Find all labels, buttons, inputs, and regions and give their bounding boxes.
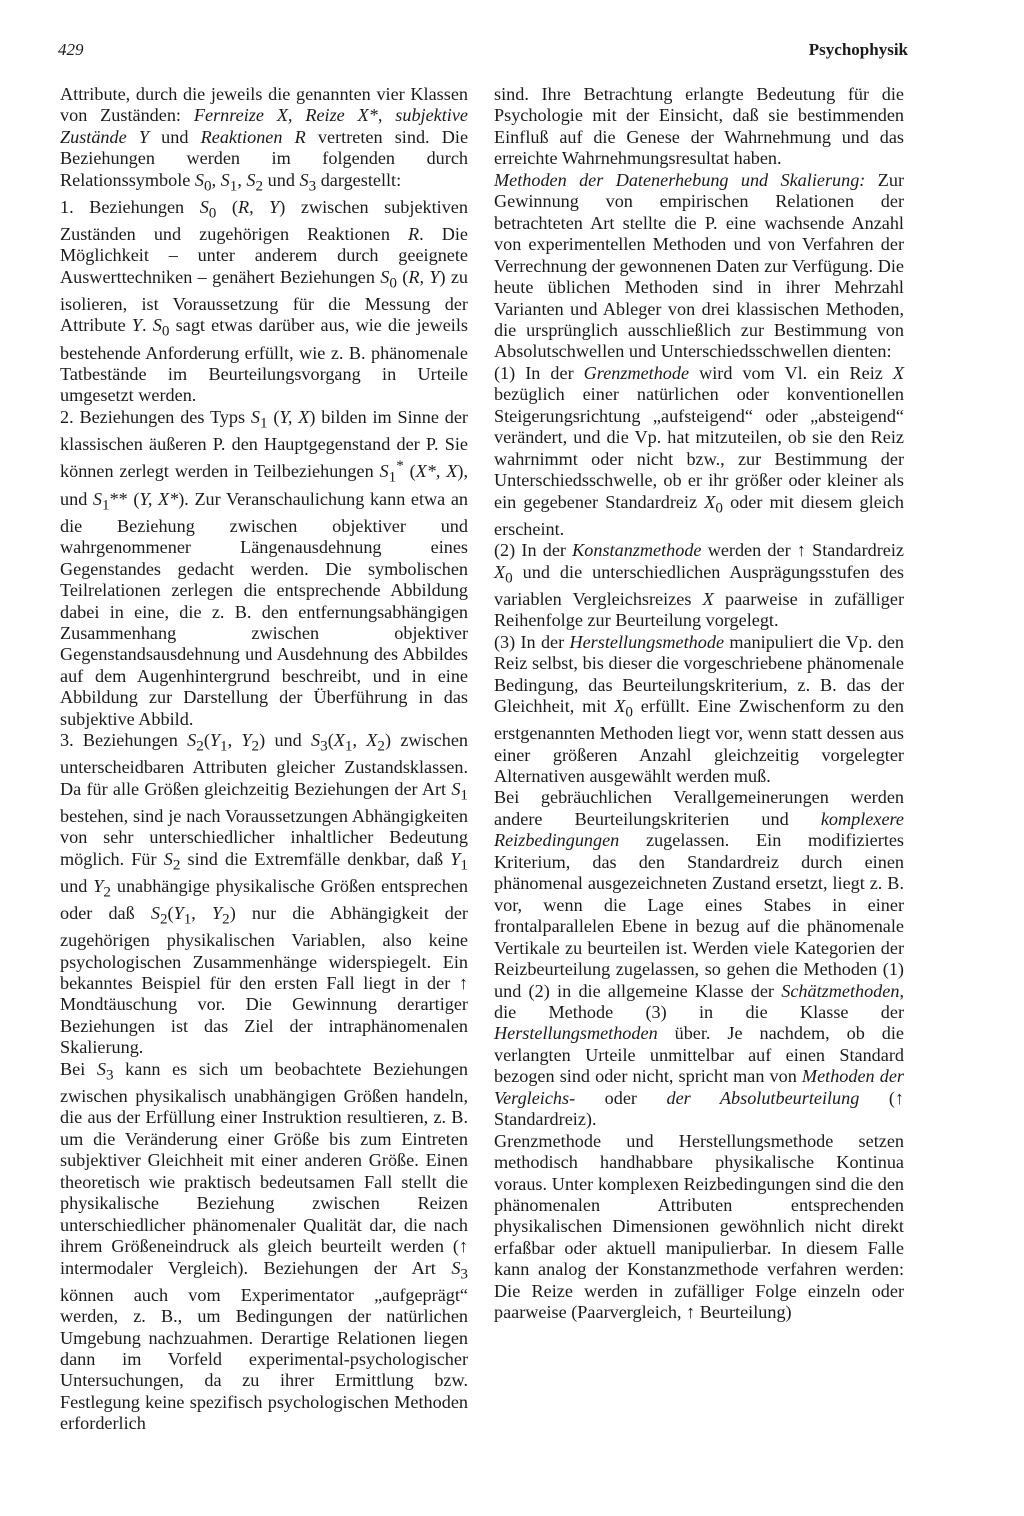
right-column-paragraph: Grenzmethode und Herstellungsmethode setzen methodisch handhabbare physikalische Kontinua voraus. Unter komplexen Reizbedingungen sind die den phänomenalen Attributen entsprechenden physikalischen Dimensionen gewöhnlich nicht direkt erfaßbar oder aktuell manipulierbar. In diesem Falle kann analog der Konstanzmethode verfahren werden: Die Reize werden in zufälliger Folge einzeln oder paarweise (Paarvergleich, ↑ Beurteilung) bbox=[494, 1130, 904, 1323]
left-column-paragraph: 3. Beziehungen $S_2(Y_1$, $Y_2$) und $S_3(X_1$, $X_2$) zwischen unterscheidbaren Attributen gleicher Zustandsklassen. Da für alle Größen gleichzeitig Beziehungen der Art $S_1$ bestehen, sind je nach Voraussetzungen Abhängigkeiten von sehr unterschiedlicher inhaltlicher Bedeutung möglich. Für $S_2$ sind die Extremfälle denkbar, daß $Y_1$ und $Y_2$ unabhängige physikalische Größen entsprechen oder daß $S_2(Y_1$, $Y_2$) nur die Abhängigkeit der zugehörigen physikalischen Variablen, also keine psychologischen Zusammenhänge widerspiegelt. Ein bekanntes Beispiel für den ersten Fall liegt in der ↑ Mondtäuschung vor. Die Gewinnung derartiger Beziehungen ist das Ziel der intraphänomenalen Skalierung. bbox=[60, 730, 469, 1058]
right-column bbox=[494, 84, 904, 1324]
page-number: 429 bbox=[58, 40, 84, 59]
right-column-paragraph: (3) In der Herstellungsmethode manipuliert die Vp. den Reiz selbst, bis dieser die vorgeschriebene phänomenale Bedingung, das Beurteilungskriterium, z. B. das der Gleichheit, mit $X_0$ erfüllt. Eine Zwischenform zu den erstgenannten Methoden liegt vor, wenn statt dessen aus einer größeren Anzahl gleichzeitig vorgelegter Alternativen ausgewählt werden muß. bbox=[494, 631, 904, 786]
left-column-paragraph: 2. Beziehungen des Typs $S_1$ (Y, X) bilden im Sinne der klassischen äußeren P. den Hauptgegenstand der P. Sie können zerlegt werden in Teilbeziehungen $S_1^*$ (X*, X), und $S_1**$ (Y, X*). Zur Veranschaulichung kann etwa an die Beziehung zwischen objektiver und wahrgenommener Längenausdehnung eines Gegenstandes gedacht werden. Die symbolischen Teilrelationen zerlegen die entsprechende Abbildung dabei in eine, die z. B. den entfernungsabhängigen Zusammenhang zwischen objektiver Gegenstandsausdehnung und Ausdehnung des Abbildes auf dem Augenhintergrund beschreibt, und in eine Abbildung zur Darstellung der Überführung in das subjektive Abbild. bbox=[60, 406, 469, 729]
right-column-paragraph: (2) In der Konstanzmethode werden der ↑ Standardreiz $X_0$ und die unterschiedlichen Ausprägungsstufen des variablen Vergleichsreizes X paarweise in zufälliger Reihenfolge zur Beurteilung vorgelegt. bbox=[494, 540, 904, 631]
running-title: Psychophysik bbox=[808, 40, 908, 59]
right-column-paragraph: Bei gebräuchlichen Verallgemeinerungen werden andere Beurteilungskriterien und komplexere Reizbedingungen zugelassen. Ein modifiziertes Kriterium, das den Standardreiz durch einen phänomenal ausgezeichneten Zustand ersetzt, liegt z. B. vor, wenn die Lage eines Stabes in einer frontalparallelen Ebene in bezug auf die phänomenale Vertikale zu beurteilen ist. Werden viele Kategorien der Reizbeurteilung zugelassen, so gehen die Methoden (1) und (2) in die allgemeine Klasse der Schätzmethoden, die Methode (3) in die Klasse der Herstellungsmethoden über. Je nachdem, ob die verlangten Urteile unmittelbar auf einen Standard bezogen sind oder nicht, spricht man von Methoden der Vergleichs- oder der Absolutbeurteilung (↑ Standardreiz). bbox=[494, 787, 905, 1130]
right-column-paragraph: (1) In der Grenzmethode wird vom Vl. ein Reiz X bezüglich einer natürlichen oder konventionellen Steigerungsrichtung „aufsteigend“ oder „absteigend“ verändert, und die Vp. hat mitzuteilen, ob sie den Reiz wahrnimmt oder nicht bzw., zur Bestimmung der Unterschiedsschwelle, ob er ihr größer oder kleiner als ein gegebener Standardreiz $X_0$ oder mit diesem gleich erscheint. bbox=[494, 362, 904, 539]
right-column-paragraph: sind. Ihre Betrachtung erlangte Bedeutung für die Psychologie mit der Einsicht, daß sie bestimmenden Einfluß auf die Genese der Wahrnehmung und das erreichte Wahrnehmungsresultat haben. bbox=[494, 84, 904, 169]
left-column bbox=[60, 84, 468, 1435]
left-column-paragraph: 1. Beziehungen $S_0$ (R, Y) zwischen subjektiven Zuständen und zugehörigen Reaktionen R. Die Möglichkeit – unter anderem durch geeignete Auswerttechniken – genähert Beziehungen $S_0$ (R, Y) zu isolieren, ist Voraussetzung für die Messung der Attribute Y. $S_0$ sagt etwas darüber aus, wie die jeweils bestehende Anforderung erfüllt, wie z. B. phänomenale Tatbestände im Beurteilungsvorgang in Urteile umgesetzt werden. bbox=[60, 196, 469, 406]
right-column-paragraph: Methoden der Datenerhebung und Skalierung: Zur Gewinnung von empirischen Relationen der betrachteten Art stellte die P. eine wachsende Anzahl von experimentellen Methoden und von Verfahren der Verrechnung der gewonnenen Daten zur Verfügung. Die heute üblichen Methoden sind in ihrer Mehrzahl Varianten und Ableger von drei klassischen Methoden, die ursprünglich ausschließlich zur Bestimmung von Absolutschwellen und Unterschiedsschwellen dienten: bbox=[494, 169, 904, 362]
left-column-paragraph: Bei $S_3$ kann es sich um beobachtete Beziehungen zwischen physikalisch unabhängigen Größen handeln, die aus der Erfüllung einer Instruktion resultieren, z. B. um die Veränderung einer Größe bis zum Eintreten subjektiver Gleichheit mit einer anderen Größe. Einen theoretisch wie praktisch bedeutsamen Fall stellt die physikalische Beziehung zwischen Reizen unterschiedlicher phänomenaler Qualität dar, die nach ihrem Größeneindruck als gleich beurteilt werden (↑ intermodaler Vergleich). Beziehungen der Art $S_3$ können auch vom Experimentator „aufgeprägt“ werden, z. B., um Bedingungen der natürlichen Umgebung nachzuahmen. Derartige Relationen liegen dann im Vorfeld experimental-psychologischer Untersuchungen, da zu ihrer Ermittlung bzw. Festlegung keine spezifisch psychologischen Methoden erforderlich bbox=[60, 1058, 469, 1434]
left-column-paragraph: Attribute, durch die jeweils die genannten vier Klassen von Zuständen: Fernreize X, Reize X*, subjektive Zustände Y und Reaktionen R vertreten sind. Die Beziehungen werden im folgenden durch Relationssymbole $S_0$, $S_1$, $S_2$ und $S_3$ dargestellt: bbox=[60, 84, 469, 195]
